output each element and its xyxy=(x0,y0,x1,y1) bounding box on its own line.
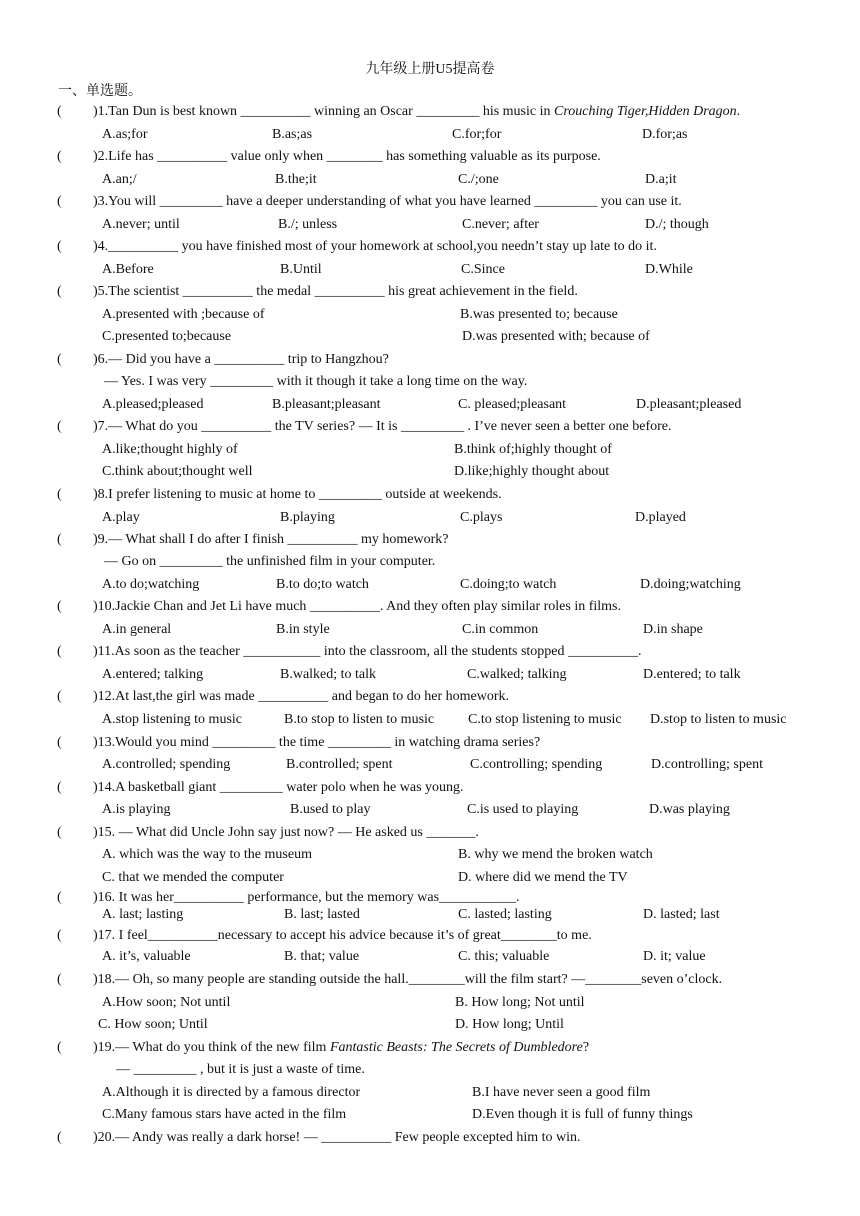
question-10-row xyxy=(0,597,860,617)
question-5-row xyxy=(0,282,860,302)
question-9-option-b[interactable]: B.to do;to watch xyxy=(276,577,369,592)
question-3-option-a[interactable]: A.never; until xyxy=(102,217,180,232)
question-3-option-b[interactable]: B./; unless xyxy=(278,217,338,232)
stem-text: )15. — What did Uncle John say just now? — He asked us _______. xyxy=(93,825,479,840)
question-15-row xyxy=(0,823,860,843)
question-10-option-a[interactable]: A.in general xyxy=(102,622,172,637)
question-4-option-b[interactable]: B.Until xyxy=(280,262,322,277)
question-19-reply: — _________ , but it is just a waste of time. xyxy=(116,1062,365,1077)
stem-text: )14.A basketball giant _________ water polo when he was young. xyxy=(93,780,464,795)
question-6-option-c[interactable]: C. pleased;pleasant xyxy=(458,397,567,412)
question-5-option-d[interactable]: D.was presented with; because of xyxy=(462,329,650,344)
question-14-option-a[interactable]: A.is playing xyxy=(102,802,171,817)
answer-blank-2[interactable]: ( xyxy=(57,149,62,164)
stem-text: )6.— Did you have a __________ trip to Hangzhou? xyxy=(93,352,389,367)
question-13-option-a[interactable]: A.controlled; spending xyxy=(102,757,231,772)
answer-blank-7[interactable]: ( xyxy=(57,419,62,434)
question-16-option-d[interactable]: D. lasted; last xyxy=(643,907,720,922)
question-8-row xyxy=(0,485,860,505)
question-6-reply: — Yes. I was very _________ with it though it take a long time on the way. xyxy=(104,374,528,389)
stem-text: ? xyxy=(582,1040,590,1055)
question-1-row xyxy=(0,102,860,122)
question-3-option-c[interactable]: C.never; after xyxy=(462,217,539,232)
question-12-option-d[interactable]: D.stop to listen to music xyxy=(650,712,787,727)
question-18-option-a[interactable]: A.How soon; Not until xyxy=(102,995,231,1010)
question-3-row xyxy=(0,192,860,212)
question-4-option-a[interactable]: A.Before xyxy=(102,262,154,277)
question-19-option-d[interactable]: D.Even though it is full of funny things xyxy=(472,1107,693,1122)
question-14-option-b[interactable]: B.used to play xyxy=(290,802,371,817)
question-13-option-b[interactable]: B.controlled; spent xyxy=(286,757,393,772)
question-16-option-c[interactable]: C. lasted; lasting xyxy=(458,907,552,922)
stem-text: )9.— What shall I do after I finish __________ my homework? xyxy=(93,532,449,547)
answer-blank-19[interactable]: ( xyxy=(57,1040,62,1055)
section-heading: 一、单选题。 xyxy=(58,84,142,99)
stem-text: )5.The scientist __________ the medal __________ his great achievement in the field. xyxy=(93,284,578,299)
question-2-stem xyxy=(93,147,601,167)
question-20-stem xyxy=(93,1128,581,1148)
answer-blank-17[interactable]: ( xyxy=(57,928,62,943)
question-17-option-d[interactable]: D. it; value xyxy=(643,949,706,964)
question-9-stem xyxy=(93,530,449,550)
question-2-row xyxy=(0,147,860,167)
question-7-option-b[interactable]: B.think of;highly thought of xyxy=(454,442,612,457)
question-15-option-b[interactable]: B. why we mend the broken watch xyxy=(458,847,653,862)
answer-blank-1[interactable]: ( xyxy=(57,104,62,119)
question-1-option-d[interactable]: D.for;as xyxy=(642,127,688,142)
question-8-option-b[interactable]: B.playing xyxy=(280,510,335,525)
stem-text: )17. I feel__________necessary to accept his advice because it’s of great________to me. xyxy=(93,928,592,943)
question-18-option-c[interactable]: C. How soon; Until xyxy=(98,1017,208,1032)
question-13-stem xyxy=(93,733,540,753)
stem-text: )19.— What do you think of the new film xyxy=(93,1040,330,1055)
stem-text: )20.— Andy was really a dark horse! — __________ Few people excepted him to win. xyxy=(93,1130,581,1145)
stem-text: )11.As soon as the teacher ___________ into the classroom, all the students stopped __________. xyxy=(93,644,642,659)
question-6-row xyxy=(0,350,860,370)
question-17-option-b[interactable]: B. that; value xyxy=(284,949,360,964)
answer-blank-16[interactable]: ( xyxy=(57,890,62,905)
question-18-stem xyxy=(93,970,722,990)
question-8-stem xyxy=(93,485,502,505)
question-18-option-b[interactable]: B. How long; Not until xyxy=(455,995,585,1010)
question-13-option-c[interactable]: C.controlling; spending xyxy=(470,757,603,772)
question-4-option-c[interactable]: C.Since xyxy=(461,262,505,277)
question-19-option-c[interactable]: C.Many famous stars have acted in the film xyxy=(102,1107,347,1122)
stem-text: )7.— What do you __________ the TV series? — It is _________ . I’ve never seen a better one before. xyxy=(93,419,672,434)
question-2-option-d[interactable]: D.a;it xyxy=(645,172,677,187)
question-9-reply: — Go on _________ the unfinished film in your computer. xyxy=(104,554,436,569)
question-6-option-b[interactable]: B.pleasant;pleasant xyxy=(272,397,381,412)
question-15-stem xyxy=(93,823,479,843)
question-11-row xyxy=(0,642,860,662)
question-13-option-d[interactable]: D.controlling; spent xyxy=(651,757,763,772)
question-11-stem xyxy=(93,642,642,662)
question-15-option-c[interactable]: C. that we mended the computer xyxy=(102,870,284,885)
question-5-option-a[interactable]: A.presented with ;because of xyxy=(102,307,265,322)
stem-text: )1.Tan Dun is best known __________ winning an Oscar _________ his music in xyxy=(93,104,554,119)
answer-blank-4[interactable]: ( xyxy=(57,239,62,254)
question-12-option-c[interactable]: C.to stop listening to music xyxy=(468,712,622,727)
question-7-option-a[interactable]: A.like;thought highly of xyxy=(102,442,238,457)
question-1-option-c[interactable]: C.for;for xyxy=(452,127,502,142)
question-7-row xyxy=(0,417,860,437)
question-10-option-d[interactable]: D.in shape xyxy=(643,622,703,637)
question-17-option-c[interactable]: C. this; valuable xyxy=(458,949,550,964)
question-8-option-a[interactable]: A.play xyxy=(102,510,140,525)
question-9-option-d[interactable]: D.doing;watching xyxy=(640,577,741,592)
answer-blank-11[interactable]: ( xyxy=(57,644,62,659)
stem-text: )12.At last,the girl was made __________ and began to do her homework. xyxy=(93,689,510,704)
question-11-option-d[interactable]: D.entered; to talk xyxy=(643,667,741,682)
question-6-option-d[interactable]: D.pleasant;pleased xyxy=(636,397,742,412)
question-7-stem xyxy=(93,417,672,437)
film-title: Crouching Tiger,Hidden Dragon xyxy=(553,104,737,119)
question-1-stem xyxy=(93,102,740,122)
question-5-option-c[interactable]: C.presented to;because xyxy=(102,329,232,344)
answer-blank-10[interactable]: ( xyxy=(57,599,62,614)
question-17-row xyxy=(0,926,860,946)
answer-blank-15[interactable]: ( xyxy=(57,825,62,840)
question-14-row xyxy=(0,778,860,798)
question-11-option-a[interactable]: A.entered; talking xyxy=(102,667,204,682)
question-8-option-c[interactable]: C.plays xyxy=(460,510,503,525)
stem-text: )16. It was her__________ performance, but the memory was___________. xyxy=(93,890,520,905)
question-16-option-a[interactable]: A. last; lasting xyxy=(102,907,184,922)
question-4-stem xyxy=(93,237,657,257)
stem-text: )3.You will _________ have a deeper understanding of what you have learned _________ you can use it. xyxy=(93,194,682,209)
question-9-option-c[interactable]: C.doing;to watch xyxy=(460,577,557,592)
question-19-option-a[interactable]: A.Although it is directed by a famous director xyxy=(102,1085,361,1100)
question-16-option-b[interactable]: B. last; lasted xyxy=(284,907,360,922)
question-2-option-b[interactable]: B.the;it xyxy=(275,172,317,187)
question-13-row xyxy=(0,733,860,753)
question-11-option-c[interactable]: C.walked; talking xyxy=(467,667,567,682)
stem-text: )13.Would you mind _________ the time _________ in watching drama series? xyxy=(93,735,541,750)
page-title: 九年级上册U5提高卷 xyxy=(365,62,495,77)
question-5-option-b[interactable]: B.was presented to; because xyxy=(460,307,618,322)
question-14-option-c[interactable]: C.is used to playing xyxy=(467,802,579,817)
question-4-option-d[interactable]: D.While xyxy=(645,262,693,277)
question-3-stem xyxy=(93,192,682,212)
question-19-row xyxy=(0,1038,860,1058)
question-6-stem xyxy=(93,350,389,370)
question-17-option-a[interactable]: A. it’s, valuable xyxy=(102,949,191,964)
question-12-stem xyxy=(93,687,509,707)
question-3-option-d[interactable]: D./; though xyxy=(645,217,709,232)
answer-blank-14[interactable]: ( xyxy=(57,780,62,795)
answer-blank-5[interactable]: ( xyxy=(57,284,62,299)
question-1-option-b[interactable]: B.as;as xyxy=(272,127,313,142)
stem-text: )4.__________ you have finished most of your homework at school,you needn’t stay up late to do it. xyxy=(93,239,657,254)
question-7-option-d[interactable]: D.like;highly thought about xyxy=(454,464,610,479)
question-19-option-b[interactable]: B.I have never seen a good film xyxy=(472,1085,651,1100)
stem-text: )2.Life has __________ value only when ________ has something valuable as its purpose. xyxy=(93,149,601,164)
stem-text: )10.Jackie Chan and Jet Li have much __________. And they often play similar roles in films. xyxy=(93,599,622,614)
question-10-stem xyxy=(93,597,621,617)
answer-blank-12[interactable]: ( xyxy=(57,689,62,704)
question-20-row xyxy=(0,1128,860,1148)
question-2-option-c[interactable]: C./;one xyxy=(458,172,499,187)
stem-text: . xyxy=(736,104,741,119)
answer-blank-13[interactable]: ( xyxy=(57,735,62,750)
question-7-option-c[interactable]: C.think about;thought well xyxy=(102,464,253,479)
stem-text: )8.I prefer listening to music at home to _________ outside at weekends. xyxy=(93,487,502,502)
question-15-option-a[interactable]: A. which was the way to the museum xyxy=(102,847,312,862)
answer-blank-6[interactable]: ( xyxy=(57,352,62,367)
question-14-option-d[interactable]: D.was playing xyxy=(649,802,730,817)
question-19-stem xyxy=(93,1038,589,1058)
question-17-stem xyxy=(93,926,592,946)
question-9-option-a[interactable]: A.to do;watching xyxy=(102,577,200,592)
question-11-option-b[interactable]: B.walked; to talk xyxy=(280,667,377,682)
stem-text: )18.— Oh, so many people are standing outside the hall.________will the film start? —________seven o’clock. xyxy=(93,972,723,987)
question-12-row xyxy=(0,687,860,707)
answer-blank-20[interactable]: ( xyxy=(57,1130,62,1145)
answer-blank-3[interactable]: ( xyxy=(57,194,62,209)
question-9-row xyxy=(0,530,860,550)
question-18-option-d[interactable]: D. How long; Until xyxy=(455,1017,564,1032)
question-2-option-a[interactable]: A.an;/ xyxy=(102,172,137,187)
question-5-stem xyxy=(93,282,578,302)
answer-blank-18[interactable]: ( xyxy=(57,972,62,987)
question-12-option-a[interactable]: A.stop listening to music xyxy=(102,712,242,727)
question-12-option-b[interactable]: B.to stop to listen to music xyxy=(284,712,435,727)
question-10-option-c[interactable]: C.in common xyxy=(462,622,539,637)
question-14-stem xyxy=(93,778,464,798)
question-6-option-a[interactable]: A.pleased;pleased xyxy=(102,397,204,412)
answer-blank-8[interactable]: ( xyxy=(57,487,62,502)
question-1-option-a[interactable]: A.as;for xyxy=(102,127,148,142)
question-15-option-d[interactable]: D. where did we mend the TV xyxy=(458,870,628,885)
question-8-option-d[interactable]: D.played xyxy=(635,510,686,525)
question-4-row xyxy=(0,237,860,257)
answer-blank-9[interactable]: ( xyxy=(57,532,62,547)
question-10-option-b[interactable]: B.in style xyxy=(276,622,330,637)
film-title: Fantastic Beasts: The Secrets of Dumbledore xyxy=(329,1040,583,1055)
question-18-row xyxy=(0,970,860,990)
